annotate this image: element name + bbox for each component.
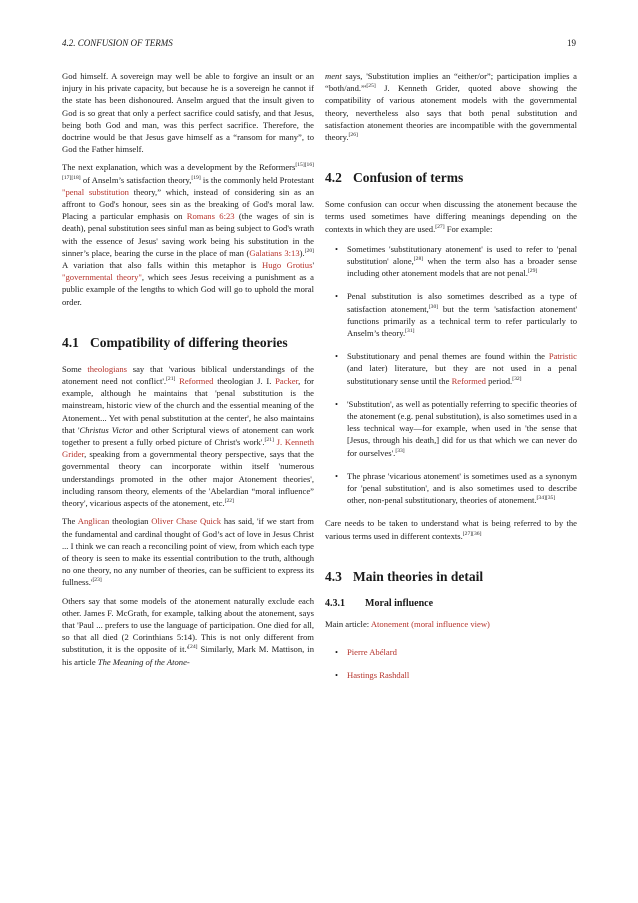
link-anglican[interactable]: Anglican (77, 516, 110, 527)
citation[interactable]: [15][16][17][18] (62, 162, 314, 181)
heading-compatibility (62, 334, 314, 351)
running-header (62, 38, 576, 52)
link-kenneth-grider[interactable]: J. Kenneth Grider (62, 437, 314, 460)
link-patristic[interactable]: Patristic (548, 351, 577, 362)
left-column (62, 70, 314, 674)
section-number: 4.1 (62, 334, 79, 350)
heading-confusion-of-terms (325, 169, 577, 186)
section-number: 4.2 (325, 170, 342, 186)
link-hastings-rashdall[interactable]: Hastings Rashdall (347, 670, 410, 681)
citation[interactable]: [29] (527, 268, 538, 275)
list-item: • Sometimes 'substitutionary atonement' is used to refer to 'penal substitution' alone,[28] when the term also has a broader sense including other atonement models that are not penal.[29] (335, 243, 577, 279)
moral-influence-list (325, 646, 577, 681)
paragraph-mcgrath: Others say that some models of the atonement naturally exclude each other. James F. McGrath, for example, talking about the atonement, says that 'Paul ... prefers to use the language of participation. One died for all, so that all died (2 Corinthians 5:14). This is not only different from substitution, it is the opposite of it.'[24] Similarly, Mark M. Mattison, in his article The Meaning of the Atone- (62, 595, 314, 667)
link-oliver-chase-quick[interactable]: Oliver Chase Quick (151, 516, 221, 527)
citation[interactable]: [34][35] (536, 495, 556, 502)
citation[interactable]: [32] (512, 375, 522, 382)
citation[interactable]: [26] (348, 132, 358, 139)
bullet-icon: • (335, 470, 339, 481)
main-article-note: Main article: Atonement (moral influence view) (325, 618, 490, 629)
citation[interactable]: [24] (188, 644, 198, 651)
bullet-icon: • (335, 243, 339, 254)
bullet-icon: • (335, 647, 339, 658)
subsection-number: 4.3.1 (325, 597, 345, 609)
paragraph-compatibility: Some theologians say that 'various biblical understandings of the atonement need not conflict'.[21] Reformed theologian J. I. Packer, for example, although he maintains that 'penal substitution is the mainstream, historic view of the church and the essential meaning of the Atonement... Yet with penal substitution at the center', he also maintains that 'Christus Victor and other Scriptural views of atonement can work together to present a fully orbed picture of Christ's work'.[21] J. Kenneth Grider, speaking from a governmental theory perspective, says that the governmental theory can incorporate within itself 'numerous understandings promoted in the other major Atonement theories', including ransom theory, elements of the 'Abelardian “moral influence” theory', vicarious aspects of the atonement, etc.[22] (62, 363, 315, 509)
heading-main-theories (325, 568, 577, 585)
heading-moral-influence (325, 597, 577, 610)
citation[interactable]: [31] (405, 328, 415, 335)
citation[interactable]: [21] (264, 437, 274, 444)
paragraph-anselm: God himself. A sovereign may well be able to forgive an insult or an injury in his private capacity, but because he is a sovereign he cannot if the state has been dishonoured. Anselm argued that the insult given to God is so great that only a perfect sacrifice could satisfy, and that Jesus, being both God and man, was this perfect sacrifice. Therefore, the doctrine would be that Jesus gave himself as a “ransom for many”, to God the Father himself. (62, 71, 314, 155)
citation[interactable]: [20] (304, 247, 314, 254)
christus-victor: Christus Victor (79, 424, 133, 435)
list-item: • Substitutionary and penal themes are found within the Patristic (and later) literature, but they are not used in a penal substitutionary sense until the Reformed period.[32] (335, 351, 577, 386)
right-column (325, 70, 577, 693)
section-title: Confusion of terms (353, 170, 464, 186)
link-theologians[interactable]: theologians (87, 363, 127, 374)
list-item: • The phrase 'vicarious atonement' is sometimes used as a synonym for 'penal substitution', and is also sometimes used to describe other, non-penal substitutionary, theories of atonement.[34][35] (335, 470, 577, 506)
link-moral-influence-view[interactable]: Atonement (moral influence view) (370, 618, 490, 629)
paragraph-care: Care needs to be taken to understand what is being referred to by the various terms used in different contexts.[27][36] (325, 518, 577, 541)
list-item (325, 646, 577, 658)
citation[interactable]: [22] (224, 498, 234, 505)
link-penal-substitution[interactable]: "penal substitution (62, 186, 129, 197)
paragraph-confusion: Some confusion can occur when discussing the atonement because the terms used sometimes have differing meanings depending on the contexts in which they are used.[27] For example: (325, 199, 577, 234)
citation[interactable]: [19] (191, 174, 201, 181)
paragraph-quick: The Anglican theologian Oliver Chase Quick has said, 'if we start from the fundamental and cardinal thought of God’s act of love in Jesus Christ ... I think we can reach a reconciling point of view, from which each type of theory is seen to make its essential contribution to the truth, although no one theory, no any number of theories, can be sufficient to express its fullness.'[23] (62, 516, 314, 588)
page-number: 19 (567, 38, 576, 48)
paragraph-mattison-cont: ment says, 'Substitution implies an “either/or”; participation implies a “both/and.”'[25] J. Kenneth Grider, quoted above showing the compatibility of various atonement models with the governmental theory, nevertheless also says that both penal substitution and satisfaction atonement theories are incompatible with the governmental theory.[26] (325, 71, 577, 143)
paragraph-penal-substitution: The next explanation, which was a development by the Reformers[15][16][17][18] of Anselm’s satisfaction theory,[19] is the commonly held Protestant "penal substitution theory,” which, instead of considering sin as an affront to God's honour, sees sin as the breaking of God's moral law. Placing a particular emphasis on Romans 6:23 (the wages of sin is death), penal substitution sees sinful man as being subject to God's wrath with the essence of Jesus' saving work being his substitution in the sinner’s place, bearing the curse in the place of man (Galatians 3:13).[20] A variation that also falls within this metaphor is Hugo Grotius' "governmental theory", which sees Jesus receiving a punishment as a public example of the lengths to which God will go to uphold the moral order. (62, 162, 315, 307)
confusion-list (325, 243, 577, 507)
citation[interactable]: [28] (413, 256, 424, 263)
link-hugo-grotius[interactable]: Hugo Grotius (262, 260, 313, 271)
link-reformed-period[interactable]: Reformed (451, 375, 486, 386)
section-title: Main theories in detail (353, 568, 484, 584)
list-item (325, 669, 577, 681)
section-title: Compatibility of differing theories (90, 334, 288, 350)
list-item: • Penal substitution is also sometimes described as a type of satisfaction atonement,[30] but the term 'satisfaction atonement' functions primarily as a technical term to refer particularly to Anselm’s theory.[31] (335, 291, 578, 339)
bullet-icon: • (335, 291, 339, 302)
citation[interactable]: [27] (435, 223, 445, 230)
link-packer[interactable]: Packer (275, 376, 299, 387)
article-title: The Meaning of the Atone- (97, 656, 190, 667)
section-number: 4.3 (325, 568, 342, 584)
subsection-title: Moral influence (365, 597, 434, 609)
list-item: • 'Substitution', as well as potentially referring to specific theories of the atonement (e.g. penal substitution), is also sometimes used in a less technical way—for example, when used in 'the sense that [Jesus, through his death,] did for us that which we can never do for ourselves'.[33] (335, 398, 577, 458)
link-galatians-3-13[interactable]: Galatians 3:13 (249, 247, 300, 258)
citation[interactable]: [27][36] (462, 530, 482, 537)
running-header-section: 4.2. CONFUSION OF TERMS (62, 38, 173, 48)
link-romans-6-23[interactable]: Romans 6:23 (186, 211, 235, 222)
link-reformed[interactable]: Reformed (179, 376, 214, 387)
citation[interactable]: [25] (366, 83, 376, 90)
link-governmental-theory[interactable]: "governmental theory" (62, 272, 142, 283)
citation[interactable]: [33] (395, 447, 405, 454)
bullet-icon: • (335, 351, 339, 362)
bullet-icon: • (335, 670, 339, 681)
citation[interactable]: [23] (92, 577, 102, 584)
link-pierre-abelard[interactable]: Pierre Abélard (347, 647, 397, 658)
citation[interactable]: [30] (428, 303, 439, 310)
citation[interactable]: [21] (166, 376, 176, 383)
bullet-icon: • (335, 398, 339, 409)
article-title-cont: ment (325, 71, 342, 81)
